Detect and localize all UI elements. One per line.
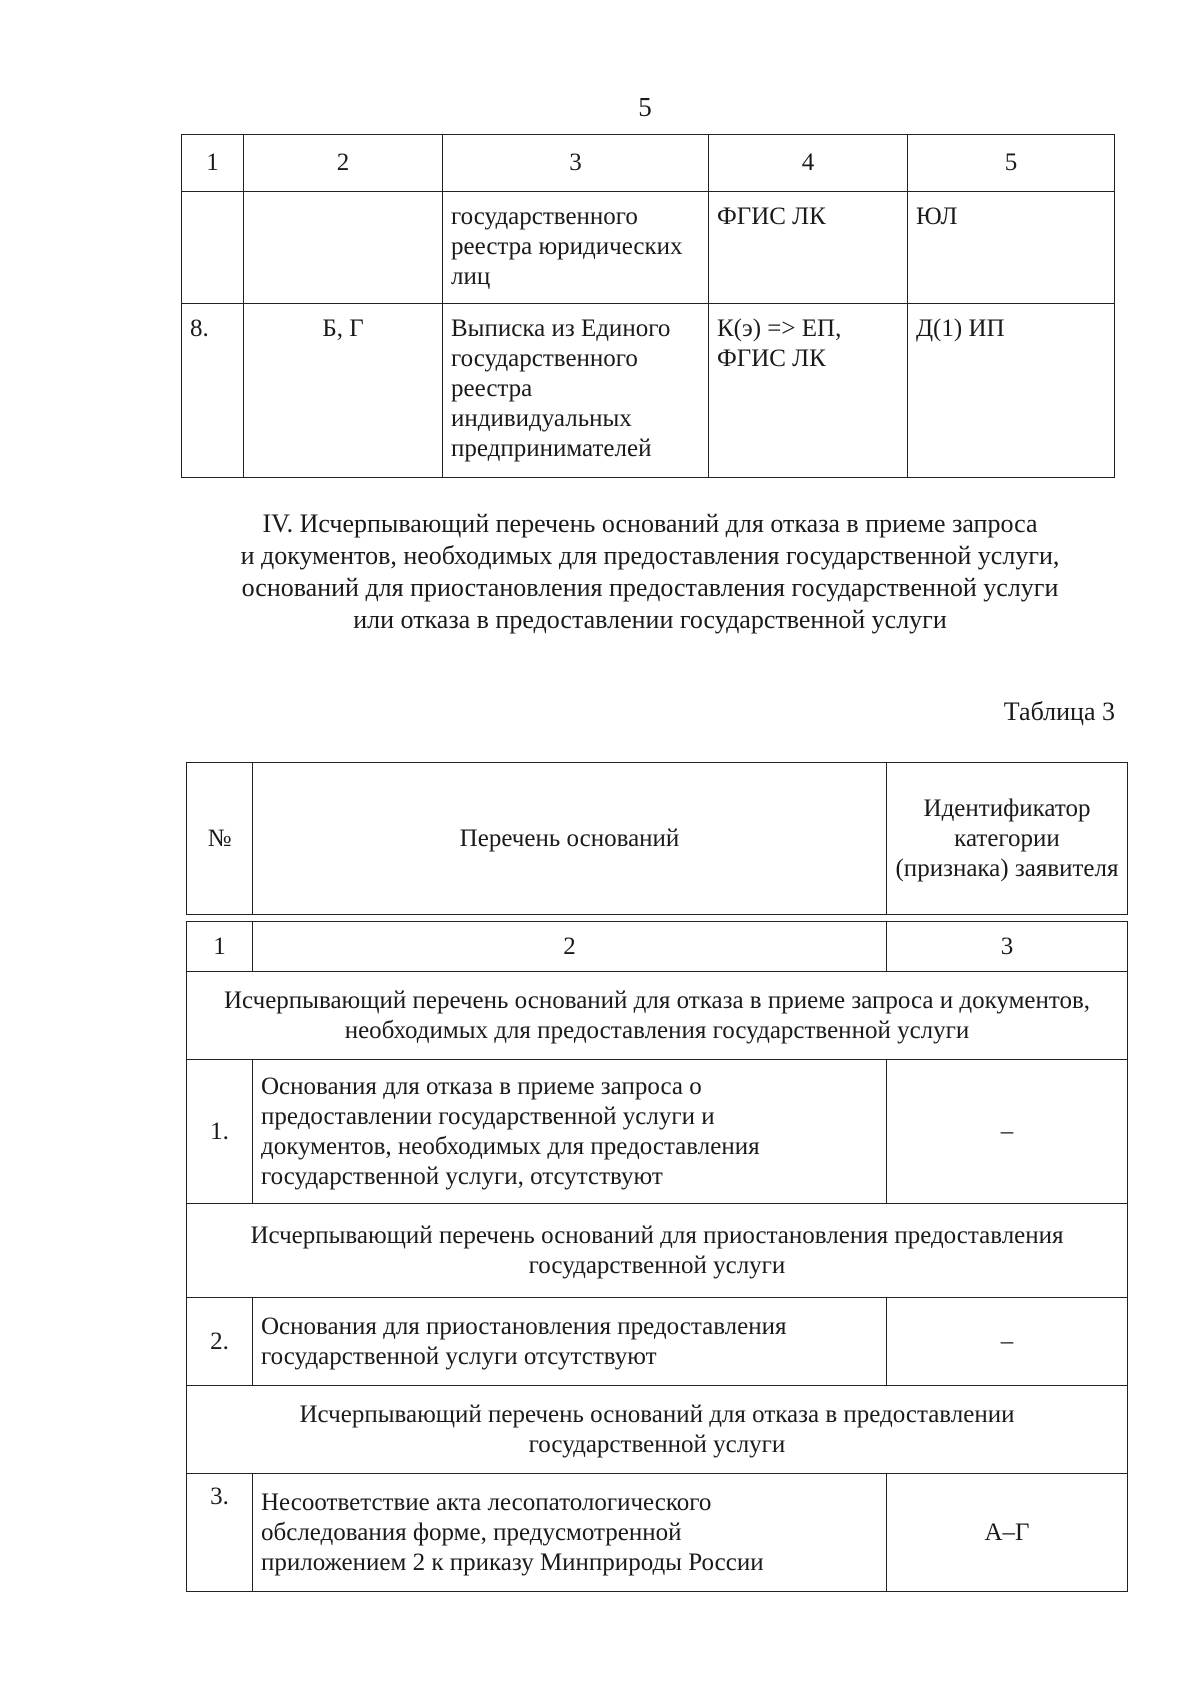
page-number: 5 — [638, 92, 652, 122]
row-identifier: А–Г — [887, 1474, 1128, 1592]
row-method: ФГИС ЛК — [709, 192, 908, 304]
section-heading — [180, 508, 1120, 636]
group-title: Исчерпывающий перечень оснований для приостановления предоставления государственной услуги — [187, 1204, 1128, 1298]
row-identifier: – — [887, 1298, 1128, 1386]
section-heading-line: оснований для приостановления предоставления государственной услуги — [241, 573, 1059, 602]
section-heading-line: IV. Исчерпывающий перечень оснований для отказа в приеме запроса — [262, 509, 1038, 538]
numbering-cell: 1 — [187, 922, 253, 972]
group-title-row — [187, 1204, 1128, 1298]
group-title-row — [187, 1386, 1128, 1474]
row-category — [244, 192, 443, 304]
row-text: Основания для приостановления предоставления государственной услуги отсутствуют — [253, 1298, 887, 1386]
header-gap — [187, 915, 1128, 922]
row-document: Выписка из Единого государственного реестра индивидуальных предпринимателей — [443, 304, 709, 478]
header-cell: 3 — [443, 135, 709, 192]
table-row — [187, 1298, 1128, 1386]
group-title: Исчерпывающий перечень оснований для отказа в предоставлении государственной услуги — [187, 1386, 1128, 1474]
row-text: Несоответствие акта лесопатологического обследования форме, предусмотренной приложением 2 к приказу Минприроды России — [253, 1474, 887, 1592]
row-text: Основания для отказа в приеме запроса о предоставлении государственной услуги и документов, необходимых для предоставления государственной услуги, отсутствуют — [253, 1060, 887, 1204]
row-applicant: Д(1) ИП — [908, 304, 1115, 478]
header-cell: 5 — [908, 135, 1115, 192]
header-cell: 4 — [709, 135, 908, 192]
header-cell: 1 — [182, 135, 244, 192]
row-identifier: – — [887, 1060, 1128, 1204]
table-row — [182, 192, 1115, 304]
row-number: 2. — [187, 1298, 253, 1386]
header-cell: 2 — [244, 135, 443, 192]
header-gap-cell — [187, 915, 1128, 922]
grounds-table — [186, 762, 1128, 1592]
group-title-row — [187, 972, 1128, 1060]
table-row — [187, 1474, 1128, 1592]
documents-table — [181, 134, 1115, 478]
row-document: государственного реестра юридических лиц — [443, 192, 709, 304]
table-row — [182, 304, 1115, 478]
numbering-cell: 3 — [887, 922, 1128, 972]
row-number: 8. — [182, 304, 244, 478]
row-number — [182, 192, 244, 304]
table-row — [187, 1060, 1128, 1204]
numbering-cell: 2 — [253, 922, 887, 972]
row-method: К(э) => ЕП, ФГИС ЛК — [709, 304, 908, 478]
row-category: Б, Г — [244, 304, 443, 478]
header-grounds: Перечень оснований — [253, 763, 887, 915]
group-title: Исчерпывающий перечень оснований для отказа в приеме запроса и документов, необходимых для предоставления государственной услуги — [187, 972, 1128, 1060]
section-heading-line: или отказа в предоставлении государственной услуги — [353, 605, 947, 634]
table-label: Таблица 3 — [1003, 697, 1115, 726]
table-header-row — [187, 763, 1128, 915]
section-heading-line: и документов, необходимых для предоставления государственной услуги, — [240, 541, 1060, 570]
row-applicant: ЮЛ — [908, 192, 1115, 304]
header-number: № — [187, 763, 253, 915]
numbering-row — [187, 922, 1128, 972]
row-number: 3. — [187, 1474, 253, 1592]
table-header-row — [182, 135, 1115, 192]
row-number: 1. — [187, 1060, 253, 1204]
header-identifier: Идентификатор категории (признака) заявителя — [887, 763, 1128, 915]
